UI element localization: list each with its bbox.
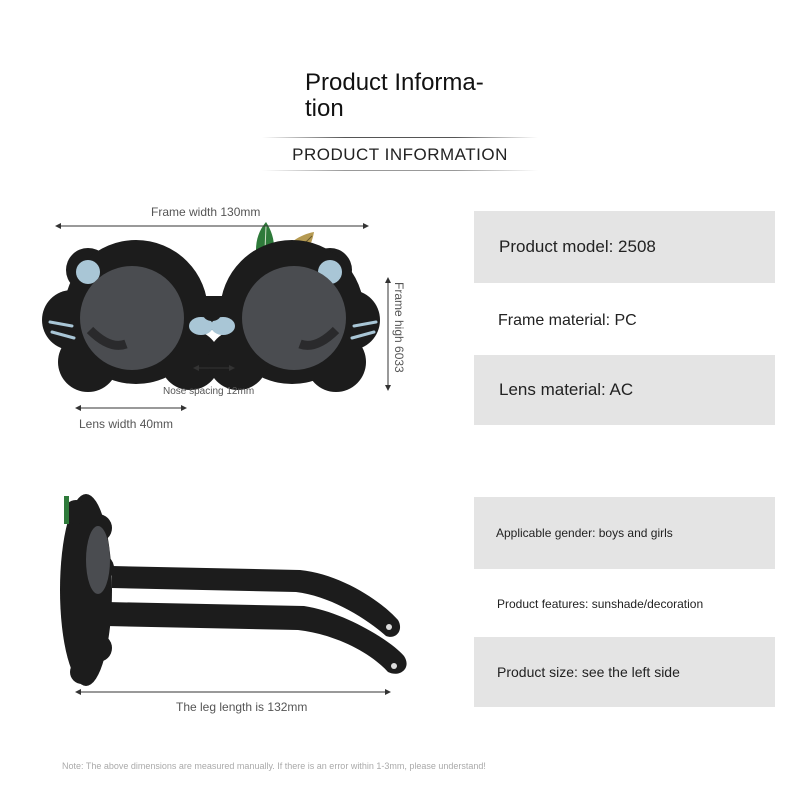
spec-applicable-gender (474, 497, 775, 569)
frame-width-label: Frame width 130mm (151, 205, 261, 219)
spec-product-model (474, 211, 775, 283)
spec-frame-material (474, 286, 775, 356)
page-title-line-2: tion (305, 95, 344, 122)
page-title-line-1: Product Informa- (305, 69, 484, 96)
spec-product-model-text: Product model: 2508 (499, 237, 656, 256)
leg-length-label: The leg length is 132mm (176, 700, 308, 714)
left-lens (80, 266, 184, 370)
spec-applicable-gender-text: Applicable gender: boys and girls (496, 526, 673, 540)
section-heading: PRODUCT INFORMATION (292, 145, 508, 164)
nose-spacing-label: Nose spacing 12mm (163, 386, 255, 397)
spec-product-features-text: Product features: sunshade/decoration (497, 597, 704, 611)
right-lens (242, 266, 346, 370)
spec-lens-material-text: Lens material: AC (499, 380, 634, 399)
side-view-glasses (60, 494, 407, 686)
spec-product-size-text: Product size: see the left side (497, 664, 680, 680)
spec-frame-material-text: Frame material: PC (498, 312, 637, 329)
spec-product-features (474, 570, 775, 638)
lens-width-label: Lens width 40mm (79, 417, 174, 431)
spec-lens-material (474, 355, 775, 425)
measurement-note: Note: The above dimensions are measured manually. If there is an error within 1-3mm, please understand! (62, 761, 486, 771)
frame-height-label: Frame high 6033 (392, 282, 406, 373)
bear-nose (189, 302, 235, 335)
front-view-glasses (42, 222, 380, 392)
spec-product-size (474, 637, 775, 707)
